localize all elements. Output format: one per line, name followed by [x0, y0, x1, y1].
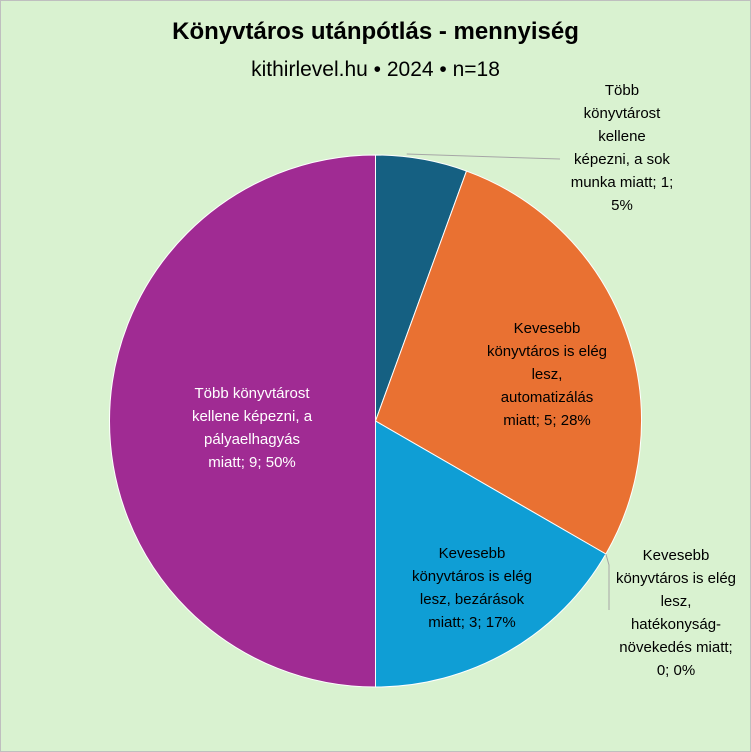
slice-2-data-label: Kevesebb könyvtáros is elég lesz, automatizálás miatt; 5; 28%	[486, 320, 608, 429]
chart-subtitle: kithirlevel.hu • 2024 • n=18	[251, 58, 500, 81]
slice-1-leader-line	[407, 154, 560, 159]
slice-3-leader-line	[606, 554, 609, 610]
chart-title: Könyvtáros utánpótlás - mennyiség	[172, 18, 579, 45]
slice-4-data-label: Kevesebb könyvtáros is elég lesz, bezárások miatt; 3; 17%	[411, 545, 533, 631]
slice-5-data-label: Több könyvtárost kellene képezni, a pályaelhagyás miatt; 9; 50%	[191, 385, 313, 471]
slice-3-data-label: Kevesebb könyvtáros is elég lesz, hatékonyság-növekedés miatt; 0; 0%	[615, 547, 737, 679]
slice-1-data-label: Több könyvtárost kellene képezni, a sok munka miatt; 1; 5%	[570, 82, 674, 214]
